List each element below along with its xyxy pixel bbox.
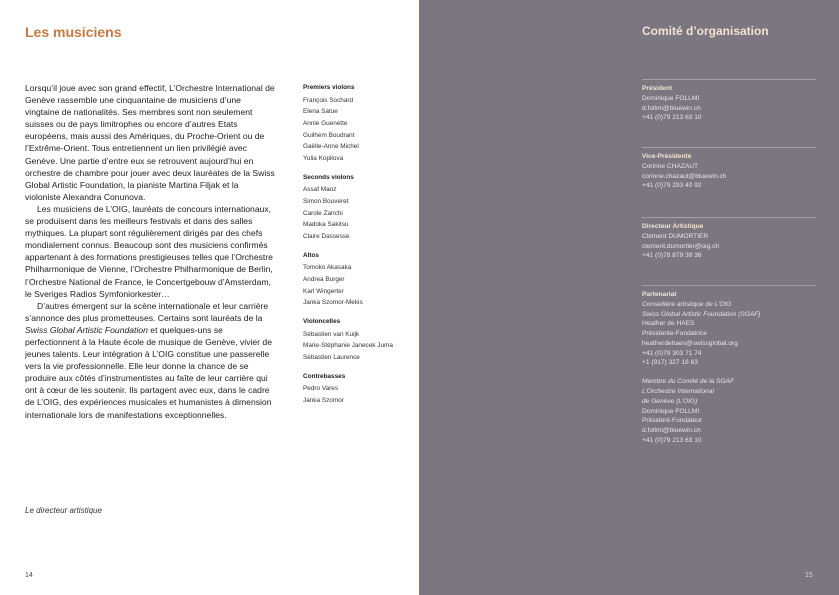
musician-name: Janka Szomor-Mekis [303, 299, 363, 307]
block-title: Président [642, 85, 673, 92]
musician-name: Sébastien van Kuijk [303, 330, 360, 338]
section-title: Seconds violons [303, 173, 354, 181]
musician-name: Pedro Vares [303, 385, 339, 393]
contact-name: Heather de HAES [642, 320, 695, 328]
section-title: Contrebasses [303, 372, 346, 380]
committee-title: Comité d’organisation [642, 24, 769, 38]
divider [642, 285, 816, 286]
page-number-right: 15 [805, 572, 813, 579]
contact-email: d.follmi@bluewin.ch [642, 104, 701, 112]
paragraph-3-end: et quelques-uns se perfectionnent à la Haute école de musique de Genève, vivier de jeunes talents. Leur intégration à L’OIG constitue une passerelle vers la vie professionnelle. Elle leur donne la chance de se produire aux côtés d’instrumentistes au faîte de leur carrière qui ont à cœur de les soutenir. Ils partagent avec eux, dans le cadre de L’OIG, des expériences musicales et humanistes à dimension internationale lors de manifestations exceptionnelles. [25, 324, 272, 420]
contact-email: d.follmi@bluewin.ch [642, 426, 701, 434]
contact-name: Dominique FOLLMI [642, 95, 700, 102]
signature: Le directeur artistique [25, 506, 102, 515]
partner-organisation: de Genève (L’OIG) [642, 397, 698, 405]
contact-phone: +41 (0)79 213 63 10 [642, 436, 702, 444]
musician-name: Carole Zanchi [303, 209, 343, 217]
partner-organisation: L’Orchestre International [642, 388, 714, 396]
musicians-list [303, 84, 418, 416]
contact-name: Dominique FOLLMI [642, 407, 700, 415]
foundation-name: Swiss Global Artistic Foundation [25, 324, 148, 335]
contact-phone: +41 (0)78 879 39 36 [642, 252, 702, 260]
musician-section [303, 252, 418, 309]
divider [642, 217, 816, 218]
musician-section [303, 84, 418, 165]
contact-name: Clément DUMORTIER [642, 233, 709, 240]
partner-organisation: Swiss Global Artistic Foundation (SGAF) [642, 310, 761, 318]
partnership-block [642, 290, 822, 445]
section-title: Premiers violons [303, 84, 355, 91]
musician-name: Janka Szomor [303, 396, 344, 404]
divider [642, 79, 816, 80]
musician-name: Assaf Maoz [303, 186, 337, 194]
vice-president-block [642, 152, 822, 191]
block-title: Partenariat [642, 291, 677, 298]
contact-name: Corinne CHAZAUT [642, 163, 699, 170]
musician-section [303, 318, 418, 364]
paragraph-3-start: D’autres émergent sur la scène internationale et leur carrière s’annonce des plus prometteuses. Certains sont lauréats de la [25, 300, 269, 323]
paragraph-3 [25, 300, 275, 421]
block-title: Vice-Présidente [642, 153, 692, 160]
musician-name: Simon Bouveret [303, 197, 349, 205]
contact-phone: +41 (0)79 293 40 92 [642, 182, 702, 190]
partner-role: Conseillère artistique de L’OIG [642, 301, 732, 308]
divider [642, 147, 816, 148]
page-number-left: 14 [25, 572, 33, 579]
musician-section [303, 174, 418, 243]
musician-name: Guilhem Boudrant [303, 131, 355, 139]
musician-name: Gaëlle-Anne Michel [303, 143, 359, 151]
contact-role: Présidente-Fondatrice [642, 330, 707, 338]
musician-name: Andrea Burger [303, 275, 345, 283]
partner-role: Membre du Comité de la SGAF [642, 378, 734, 386]
paragraph-1: Lorsqu’il joue avec son grand effectif, L’Orchestre International de Genève rassemble une cinquantaine de musiciens d’une vingtaine de nationalités. Ses membres sont non seulement suisses ou de pays limitrophes ou encore d’autres Etats européens, mais aussi des Amériques, du Proche-Orient ou de l’Extrême-Orient. Tous entretiennent un lien privilégié avec Genève. Une partie d’entre eux se retrouvent aujourd’hui en orchestre de chambre pour jouer avec deux lauréates de la Swiss Global Artistic Foundation, la pianiste Martina Filjak et la violoniste Alexandra Conunova. [25, 83, 275, 202]
right-page [419, 0, 839, 595]
contact-email: corinne.chazaut@bluewin.ch [642, 172, 727, 180]
artistic-director-block [642, 222, 822, 261]
president-block [642, 84, 822, 123]
musician-section [303, 373, 418, 407]
contact-email: heatherdehaes@swissglobal.org [642, 339, 738, 347]
contact-phone: +41 (0)79 213 63 10 [642, 114, 702, 122]
body-text [25, 82, 275, 421]
spacer [642, 368, 822, 378]
musician-name: Elena Satue [303, 108, 338, 116]
musician-name: Karl Wingerter [303, 287, 344, 295]
musician-name: Yulia Kopilova [303, 155, 344, 163]
page-heading: Les musiciens [25, 24, 122, 40]
musician-name: François Sochard [303, 96, 354, 104]
musician-name: Sébastien Laurence [303, 353, 360, 361]
contact-phone: +41 (0)79 303 71 74 [642, 349, 702, 357]
musician-name: Tomoko Akasaka [303, 264, 352, 272]
block-title: Directeur Artistique [642, 223, 704, 230]
contact-role: Président-Fondateur [642, 417, 703, 425]
section-title: Violoncelles [303, 318, 341, 326]
musician-name: Marie-Stéphanie Janecek Juma [303, 342, 393, 350]
contact-email: clement.dumortier@oig.ch [642, 242, 720, 250]
section-title: Altos [303, 251, 319, 259]
musician-name: Annie Guenette [303, 119, 348, 127]
left-page [0, 0, 419, 595]
musician-name: Claire Dassesse [303, 233, 350, 241]
musician-name: Madoka Sakitsu [303, 221, 349, 229]
paragraph-2: Les musiciens de L’OIG, lauréats de concours internationaux, se produisent dans les meilleurs festivals et dans des salles mythiques. La plupart sont régulièrement dirigés par des chefs mondialement connus. Beaucoup sont des musiciens confirmés appartenant à des formations prestigieuses telles que l’Orchestre Philharmonique de Vienne, l’Orchestre Philharmonique de Berlin, l’Orchestre National de France, le Concertgebouw d’Amsterdam, le Sveriges Radios Symfoniorkester… [25, 203, 273, 299]
contact-phone: +1 (917) 327 18 63 [642, 359, 698, 367]
